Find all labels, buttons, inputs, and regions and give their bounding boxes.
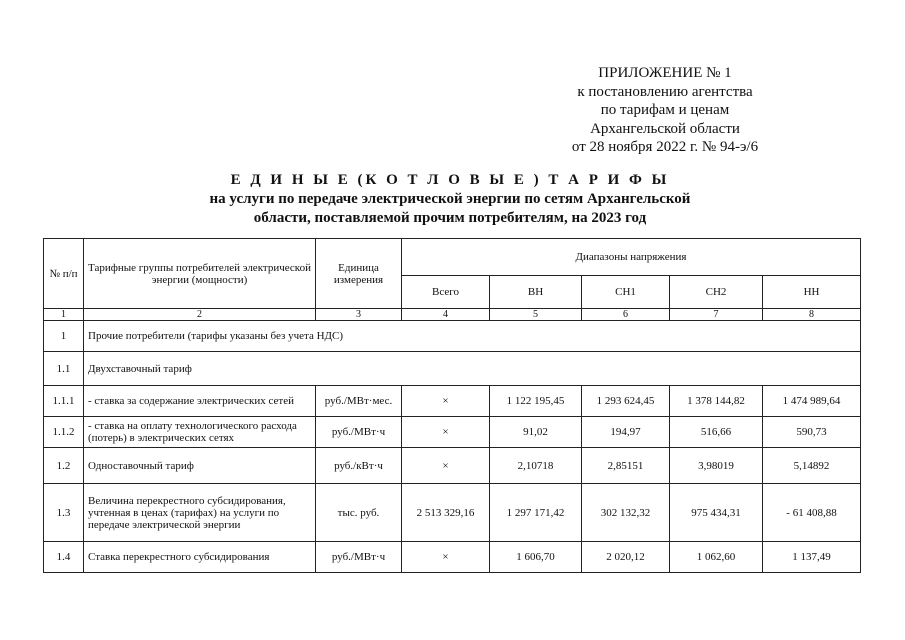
appendix-title: ПРИЛОЖЕНИЕ № 1 (598, 65, 732, 81)
cell-total: × (402, 542, 490, 573)
title-sub: на услуги по передаче электрической энергии по сетям Архангельской (209, 191, 691, 207)
title-sub: области, поставляемой прочим потребителям, на 2023 год (253, 210, 647, 226)
column-number: 5 (490, 309, 582, 321)
column-number: 3 (316, 309, 402, 321)
row-unit: руб./МВт·мес. (316, 386, 402, 417)
table-row (44, 417, 861, 448)
row-num: 1.2 (44, 448, 84, 484)
cell-sn2: 1 378 144,82 (670, 386, 763, 417)
cell-nn: 590,73 (763, 417, 861, 448)
table-header-row (44, 239, 861, 276)
row-label: Величина перекрестного субсидирования, учтенная в ценах (тарифах) на услуги по передаче электрической энергии (84, 484, 316, 542)
column-number: 6 (582, 309, 670, 321)
header-ranges: Диапазоны напряжения (402, 239, 861, 276)
cell-vn: 2,10718 (490, 448, 582, 484)
table-row (44, 448, 861, 484)
cell-sn1: 194,97 (582, 417, 670, 448)
table-row (44, 352, 861, 386)
row-label: - ставка за содержание электрических сетей (84, 386, 316, 417)
column-number: 4 (402, 309, 490, 321)
cell-sn2: 975 434,31 (670, 484, 763, 542)
column-number: 2 (84, 309, 316, 321)
cell-total: 2 513 329,16 (402, 484, 490, 542)
header-nn: НН (763, 276, 861, 309)
cell-sn1: 2,85151 (582, 448, 670, 484)
header-total: Всего (402, 276, 490, 309)
header-sn1: СН1 (582, 276, 670, 309)
row-unit: руб./МВт·ч (316, 417, 402, 448)
table-row (44, 484, 861, 542)
table-row (44, 321, 861, 352)
row-num: 1.1.1 (44, 386, 84, 417)
appendix-date: от 28 ноября 2022 г. № 94-э/6 (571, 139, 759, 155)
cell-sn2: 516,66 (670, 417, 763, 448)
row-unit: руб./кВт·ч (316, 448, 402, 484)
column-number: 8 (763, 309, 861, 321)
header-vn: ВН (490, 276, 582, 309)
appendix-line: по тарифам и ценам (600, 102, 730, 118)
cell-sn2: 3,98019 (670, 448, 763, 484)
appendix-line: к постановлению агентства (577, 83, 753, 100)
cell-total: × (402, 448, 490, 484)
cell-vn: 91,02 (490, 417, 582, 448)
column-number-row (44, 309, 861, 321)
row-label: - ставка на оплату технологического расхода (потерь) в электрических сетях (84, 417, 316, 448)
cell-vn: 1 606,70 (490, 542, 582, 573)
row-num: 1.3 (44, 484, 84, 542)
row-unit: тыс. руб. (316, 484, 402, 542)
cell-total: × (402, 417, 490, 448)
cell-nn: 1 474 989,64 (763, 386, 861, 417)
cell-total: × (402, 386, 490, 417)
row-label: Прочие потребители (тарифы указаны без учета НДС) (84, 321, 861, 352)
row-label: Ставка перекрестного субсидирования (84, 542, 316, 573)
row-label: Двухставочный тариф (84, 352, 861, 386)
cell-vn: 1 297 171,42 (490, 484, 582, 542)
appendix-line: Архангельской области (590, 120, 740, 137)
cell-sn1: 2 020,12 (582, 542, 670, 573)
cell-nn: - 61 408,88 (763, 484, 861, 542)
table-row (44, 386, 861, 417)
table-row (44, 542, 861, 573)
row-num: 1 (44, 321, 84, 352)
column-number: 1 (44, 309, 84, 321)
cell-vn: 1 122 195,45 (490, 386, 582, 417)
appendix-block (540, 64, 790, 157)
header-unit: Единица измерения (316, 239, 402, 309)
column-number: 7 (670, 309, 763, 321)
cell-sn1: 1 293 624,45 (582, 386, 670, 417)
row-label: Одноставочный тариф (84, 448, 316, 484)
row-num: 1.4 (44, 542, 84, 573)
row-unit: руб./МВт·ч (316, 542, 402, 573)
tariff-table (43, 238, 861, 573)
cell-nn: 5,14892 (763, 448, 861, 484)
document-title (150, 171, 750, 228)
title-main: Е Д И Н Ы Е (К О Т Л О В Ы Е ) Т А Р И Ф Ы (230, 172, 670, 188)
cell-nn: 1 137,49 (763, 542, 861, 573)
cell-sn2: 1 062,60 (670, 542, 763, 573)
header-sn2: СН2 (670, 276, 763, 309)
header-num: № п/п (44, 239, 84, 309)
row-num: 1.1 (44, 352, 84, 386)
row-num: 1.1.2 (44, 417, 84, 448)
cell-sn1: 302 132,32 (582, 484, 670, 542)
header-group: Тарифные группы потребителей электрической энергии (мощности) (84, 239, 316, 309)
